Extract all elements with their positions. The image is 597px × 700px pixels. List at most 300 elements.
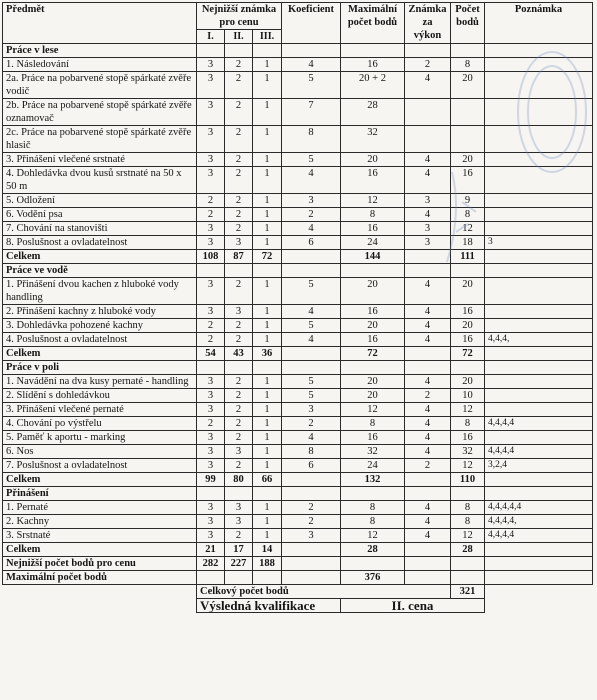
empty-cell — [405, 543, 451, 557]
note — [485, 194, 593, 208]
discipline-name: 2c. Práce na pobarvené stopě spárkaté zvěře hlasič — [3, 126, 197, 153]
min-grade-ii: 2 — [225, 431, 253, 445]
max-points: 16 — [341, 58, 405, 72]
empty-cell — [282, 361, 341, 375]
empty-cell — [485, 487, 593, 501]
discipline-name: 4. Poslušnost a ovladatelnost — [3, 333, 197, 347]
min-grade-ii: 2 — [225, 529, 253, 543]
discipline-name: 7. Poslušnost a ovladatelnost — [3, 459, 197, 473]
performance-grade: 4 — [405, 403, 451, 417]
min-grade-ii: 3 — [225, 236, 253, 250]
empty-cell — [451, 557, 485, 571]
table-row — [3, 194, 593, 208]
table-row — [3, 515, 593, 529]
empty-cell — [225, 361, 253, 375]
empty-cell — [282, 571, 341, 585]
empty-cell — [485, 250, 593, 264]
note — [485, 208, 593, 222]
points: 18 — [451, 236, 485, 250]
table-row — [3, 99, 593, 126]
points: 16 — [451, 333, 485, 347]
min-grade-i: 3 — [197, 153, 225, 167]
min-grade-ii: 2 — [225, 58, 253, 72]
section-title: Práce ve vodě — [3, 264, 197, 278]
table-row — [3, 278, 593, 305]
min-grade-ii: 2 — [225, 194, 253, 208]
min-grade-i: 3 — [197, 72, 225, 99]
min-grade-i: 3 — [197, 501, 225, 515]
note — [485, 278, 593, 305]
discipline-name: 3. Dohledávka pohozené kachny — [3, 319, 197, 333]
max-points: 12 — [341, 529, 405, 543]
empty-cell — [485, 571, 593, 585]
header-max-points: Maximální počet bodů — [341, 3, 405, 44]
max-points: 20 — [341, 389, 405, 403]
min-grade-iii: 1 — [253, 153, 282, 167]
discipline-name: 6. Nos — [3, 445, 197, 459]
max-points: 16 — [341, 333, 405, 347]
max-points: 16 — [341, 167, 405, 194]
performance-grade — [405, 99, 451, 126]
min-grade-iii: 1 — [253, 417, 282, 431]
discipline-name: 1. Následování — [3, 58, 197, 72]
note — [485, 305, 593, 319]
min-grade-i: 3 — [197, 375, 225, 389]
total-points: 72 — [451, 347, 485, 361]
min-grade-i: 2 — [197, 319, 225, 333]
section-title: Práce v lese — [3, 44, 197, 58]
max-points: 16 — [341, 222, 405, 236]
table-row — [3, 417, 593, 431]
table-row — [3, 167, 593, 194]
min-grade-i: 3 — [197, 529, 225, 543]
min-grade-iii: 1 — [253, 99, 282, 126]
coefficient: 4 — [282, 305, 341, 319]
empty-cell — [485, 473, 593, 487]
min-grade-iii: 1 — [253, 208, 282, 222]
total-grade-iii: 66 — [253, 473, 282, 487]
points: 20 — [451, 278, 485, 305]
total-row — [3, 250, 593, 264]
discipline-name: 2. Kachny — [3, 515, 197, 529]
section-row — [3, 44, 593, 58]
discipline-name: 5. Paměť k aportu - marking — [3, 431, 197, 445]
empty-cell — [225, 487, 253, 501]
empty-cell — [485, 557, 593, 571]
min-grade-ii: 3 — [225, 305, 253, 319]
min-grade-i: 2 — [197, 194, 225, 208]
note: 3 — [485, 236, 593, 250]
points: 12 — [451, 459, 485, 473]
coefficient: 2 — [282, 417, 341, 431]
min-grade-ii: 2 — [225, 375, 253, 389]
coefficient: 5 — [282, 278, 341, 305]
performance-grade: 4 — [405, 278, 451, 305]
total-grade-ii: 17 — [225, 543, 253, 557]
min-grade-iii: 1 — [253, 236, 282, 250]
min-grade-ii: 2 — [225, 319, 253, 333]
discipline-name: 7. Chování na stanovišti — [3, 222, 197, 236]
min-grade-iii: 1 — [253, 167, 282, 194]
min-grade-i: 2 — [197, 333, 225, 347]
section-title: Práce v poli — [3, 361, 197, 375]
table-row — [3, 459, 593, 473]
min-grade-iii: 1 — [253, 319, 282, 333]
empty-cell — [341, 361, 405, 375]
empty-cell — [282, 487, 341, 501]
total-max-points: 144 — [341, 250, 405, 264]
coefficient: 4 — [282, 167, 341, 194]
min-grade-ii: 2 — [225, 167, 253, 194]
note: 3,2,4 — [485, 459, 593, 473]
table-row — [3, 445, 593, 459]
section-row — [3, 361, 593, 375]
note: 4,4,4, — [485, 333, 593, 347]
empty-cell — [405, 44, 451, 58]
table-row — [3, 153, 593, 167]
coefficient: 4 — [282, 333, 341, 347]
max-points: 20 — [341, 278, 405, 305]
header-points: Počet bodů — [451, 3, 485, 44]
points: 8 — [451, 417, 485, 431]
min-points-label: Nejnižší počet bodů pro cenu — [3, 557, 197, 571]
max-points-row — [3, 571, 593, 585]
header-grade-ii: II. — [225, 30, 253, 44]
note — [485, 375, 593, 389]
coefficient: 6 — [282, 236, 341, 250]
discipline-name: 3. Přinášení vlečené srstnaté — [3, 153, 197, 167]
points: 12 — [451, 529, 485, 543]
header-grade-i: I. — [197, 30, 225, 44]
points — [451, 99, 485, 126]
performance-grade: 4 — [405, 167, 451, 194]
header-subject: Předmět — [3, 3, 197, 44]
discipline-name: 2. Přinášení kachny z hluboké vody — [3, 305, 197, 319]
max-points: 8 — [341, 417, 405, 431]
empty-cell — [253, 264, 282, 278]
max-points: 32 — [341, 126, 405, 153]
performance-grade: 4 — [405, 153, 451, 167]
table-row — [3, 58, 593, 72]
max-points: 32 — [341, 445, 405, 459]
coefficient: 4 — [282, 431, 341, 445]
performance-grade: 4 — [405, 515, 451, 529]
note — [485, 58, 593, 72]
table-row — [3, 375, 593, 389]
result-label: Výsledná kvalifikace — [197, 599, 341, 613]
total-max-points: 132 — [341, 473, 405, 487]
max-points: 16 — [341, 431, 405, 445]
empty-cell — [405, 557, 451, 571]
total-row — [3, 347, 593, 361]
min-grade-i: 3 — [197, 305, 225, 319]
performance-grade: 4 — [405, 501, 451, 515]
note — [485, 126, 593, 153]
min-grade-iii: 1 — [253, 222, 282, 236]
empty-cell — [197, 487, 225, 501]
min-grade-i: 3 — [197, 389, 225, 403]
min-grade-i: 3 — [197, 126, 225, 153]
min-grade-ii: 2 — [225, 459, 253, 473]
table-row — [3, 333, 593, 347]
performance-grade: 2 — [405, 459, 451, 473]
result-row — [3, 599, 593, 613]
note — [485, 319, 593, 333]
points: 20 — [451, 72, 485, 99]
note — [485, 222, 593, 236]
empty-cell — [451, 44, 485, 58]
min-grade-ii: 2 — [225, 333, 253, 347]
empty-cell — [405, 571, 451, 585]
points: 9 — [451, 194, 485, 208]
min-grade-iii: 1 — [253, 529, 282, 543]
max-points-label: Maximální počet bodů — [3, 571, 197, 585]
performance-grade: 3 — [405, 194, 451, 208]
score-sheet — [2, 2, 592, 697]
blank-cell — [485, 599, 593, 613]
empty-cell — [341, 557, 405, 571]
points: 10 — [451, 389, 485, 403]
header-min-grade: Nejnižší známka pro cenu — [197, 3, 282, 30]
coefficient: 8 — [282, 445, 341, 459]
points: 8 — [451, 58, 485, 72]
empty-cell — [405, 250, 451, 264]
header-coefficient: Koeficient — [282, 3, 341, 44]
empty-cell — [197, 44, 225, 58]
min-grade-i: 3 — [197, 278, 225, 305]
empty-cell — [341, 44, 405, 58]
blank-cell — [3, 585, 197, 599]
empty-cell — [341, 264, 405, 278]
points: 16 — [451, 305, 485, 319]
min-grade-ii: 2 — [225, 153, 253, 167]
max-points: 20 — [341, 375, 405, 389]
discipline-name: 2a. Práce na pobarvené stopě spárkaté zvěře vodič — [3, 72, 197, 99]
empty-cell — [282, 347, 341, 361]
max-points: 28 — [341, 99, 405, 126]
points: 8 — [451, 501, 485, 515]
min-grade-ii: 2 — [225, 222, 253, 236]
header-row — [3, 3, 593, 30]
min-grade-i: 3 — [197, 459, 225, 473]
total-row — [3, 473, 593, 487]
total-grade-ii: 87 — [225, 250, 253, 264]
empty-cell — [197, 571, 225, 585]
total-grade-i: 108 — [197, 250, 225, 264]
total-points: 110 — [451, 473, 485, 487]
total-max-points: 28 — [341, 543, 405, 557]
total-row — [3, 543, 593, 557]
min-grade-i: 3 — [197, 58, 225, 72]
min-grade-iii: 1 — [253, 389, 282, 403]
performance-grade: 3 — [405, 222, 451, 236]
min-grade-ii: 3 — [225, 515, 253, 529]
empty-cell — [253, 571, 282, 585]
min-grade-i: 3 — [197, 99, 225, 126]
min-grade-iii: 1 — [253, 501, 282, 515]
points: 20 — [451, 153, 485, 167]
coefficient: 4 — [282, 58, 341, 72]
points: 16 — [451, 431, 485, 445]
min-grade-iii: 1 — [253, 403, 282, 417]
empty-cell — [225, 44, 253, 58]
total-points: 111 — [451, 250, 485, 264]
min-grade-iii: 1 — [253, 445, 282, 459]
table-row — [3, 126, 593, 153]
coefficient: 5 — [282, 319, 341, 333]
min-points-ii: 227 — [225, 557, 253, 571]
coefficient: 5 — [282, 72, 341, 99]
performance-grade: 4 — [405, 305, 451, 319]
performance-grade — [405, 126, 451, 153]
total-grade-iii: 36 — [253, 347, 282, 361]
section-row — [3, 487, 593, 501]
empty-cell — [225, 571, 253, 585]
total-grade-iii: 14 — [253, 543, 282, 557]
min-grade-ii: 2 — [225, 278, 253, 305]
min-grade-iii: 1 — [253, 278, 282, 305]
min-grade-i: 3 — [197, 403, 225, 417]
section-row — [3, 264, 593, 278]
discipline-name: 1. Navádění na dva kusy pernaté - handling — [3, 375, 197, 389]
empty-cell — [282, 473, 341, 487]
note — [485, 431, 593, 445]
total-grade-ii: 80 — [225, 473, 253, 487]
max-points: 8 — [341, 515, 405, 529]
total-grade-i: 21 — [197, 543, 225, 557]
performance-grade: 4 — [405, 72, 451, 99]
min-grade-ii: 3 — [225, 445, 253, 459]
coefficient: 3 — [282, 194, 341, 208]
table-row — [3, 222, 593, 236]
blank-cell — [3, 599, 197, 613]
min-grade-iii: 1 — [253, 58, 282, 72]
max-points: 8 — [341, 208, 405, 222]
total-grade-i: 99 — [197, 473, 225, 487]
empty-cell — [485, 347, 593, 361]
total-max-points: 72 — [341, 347, 405, 361]
max-points: 16 — [341, 305, 405, 319]
points: 8 — [451, 208, 485, 222]
note: 4,4,4,4 — [485, 417, 593, 431]
min-grade-ii: 3 — [225, 501, 253, 515]
points: 20 — [451, 375, 485, 389]
points: 12 — [451, 222, 485, 236]
discipline-name: 6. Vodění psa — [3, 208, 197, 222]
min-grade-iii: 1 — [253, 126, 282, 153]
min-grade-i: 2 — [197, 417, 225, 431]
blank-cell — [485, 585, 593, 599]
note — [485, 153, 593, 167]
performance-grade: 2 — [405, 389, 451, 403]
coefficient: 4 — [282, 222, 341, 236]
total-points-row — [3, 585, 593, 599]
empty-cell — [485, 264, 593, 278]
empty-cell — [197, 264, 225, 278]
table-row — [3, 389, 593, 403]
note — [485, 389, 593, 403]
performance-grade: 4 — [405, 333, 451, 347]
discipline-name: 2. Slídění s dohledávkou — [3, 389, 197, 403]
table-row — [3, 72, 593, 99]
empty-cell — [282, 44, 341, 58]
coefficient: 8 — [282, 126, 341, 153]
empty-cell — [253, 487, 282, 501]
empty-cell — [282, 250, 341, 264]
note: 4,4,4,4,4 — [485, 501, 593, 515]
total-points-value: 321 — [451, 585, 485, 599]
coefficient: 3 — [282, 529, 341, 543]
empty-cell — [405, 264, 451, 278]
performance-grade: 3 — [405, 236, 451, 250]
empty-cell — [451, 264, 485, 278]
table-row — [3, 529, 593, 543]
empty-cell — [282, 264, 341, 278]
min-grade-i: 3 — [197, 431, 225, 445]
min-grade-ii: 2 — [225, 99, 253, 126]
coefficient: 5 — [282, 389, 341, 403]
min-grade-iii: 1 — [253, 515, 282, 529]
table-row — [3, 431, 593, 445]
header-note: Poznámka — [485, 3, 593, 44]
total-label: Celkem — [3, 473, 197, 487]
min-points-iii: 188 — [253, 557, 282, 571]
min-grade-ii: 2 — [225, 126, 253, 153]
coefficient: 3 — [282, 403, 341, 417]
coefficient: 2 — [282, 501, 341, 515]
note: 4,4,4,4, — [485, 515, 593, 529]
max-points: 24 — [341, 236, 405, 250]
max-points: 24 — [341, 459, 405, 473]
min-grade-ii: 2 — [225, 389, 253, 403]
total-grade-iii: 72 — [253, 250, 282, 264]
points: 12 — [451, 403, 485, 417]
min-points-row — [3, 557, 593, 571]
discipline-name: 2b. Práce na pobarvené stopě spárkaté zvěře oznamovač — [3, 99, 197, 126]
table-row — [3, 403, 593, 417]
empty-cell — [451, 571, 485, 585]
min-grade-i: 3 — [197, 445, 225, 459]
empty-cell — [253, 361, 282, 375]
note — [485, 167, 593, 194]
table-row — [3, 501, 593, 515]
min-grade-iii: 1 — [253, 375, 282, 389]
discipline-name: 3. Přinášení vlečené pernaté — [3, 403, 197, 417]
empty-cell — [485, 361, 593, 375]
coefficient: 2 — [282, 515, 341, 529]
empty-cell — [225, 264, 253, 278]
table-row — [3, 305, 593, 319]
min-grade-iii: 1 — [253, 305, 282, 319]
coefficient: 2 — [282, 208, 341, 222]
coefficient: 5 — [282, 153, 341, 167]
discipline-name: 1. Přinášení dvou kachen z hluboké vody handling — [3, 278, 197, 305]
points: 8 — [451, 515, 485, 529]
discipline-name: 3. Srstnaté — [3, 529, 197, 543]
coefficient: 7 — [282, 99, 341, 126]
performance-grade: 4 — [405, 529, 451, 543]
performance-grade: 4 — [405, 319, 451, 333]
performance-grade: 2 — [405, 58, 451, 72]
empty-cell — [405, 361, 451, 375]
min-grade-iii: 1 — [253, 72, 282, 99]
total-label: Celkem — [3, 543, 197, 557]
max-points: 12 — [341, 194, 405, 208]
discipline-name: 5. Odložení — [3, 194, 197, 208]
header-grade-performance: Známka za výkon — [405, 3, 451, 44]
empty-cell — [341, 487, 405, 501]
points: 16 — [451, 167, 485, 194]
